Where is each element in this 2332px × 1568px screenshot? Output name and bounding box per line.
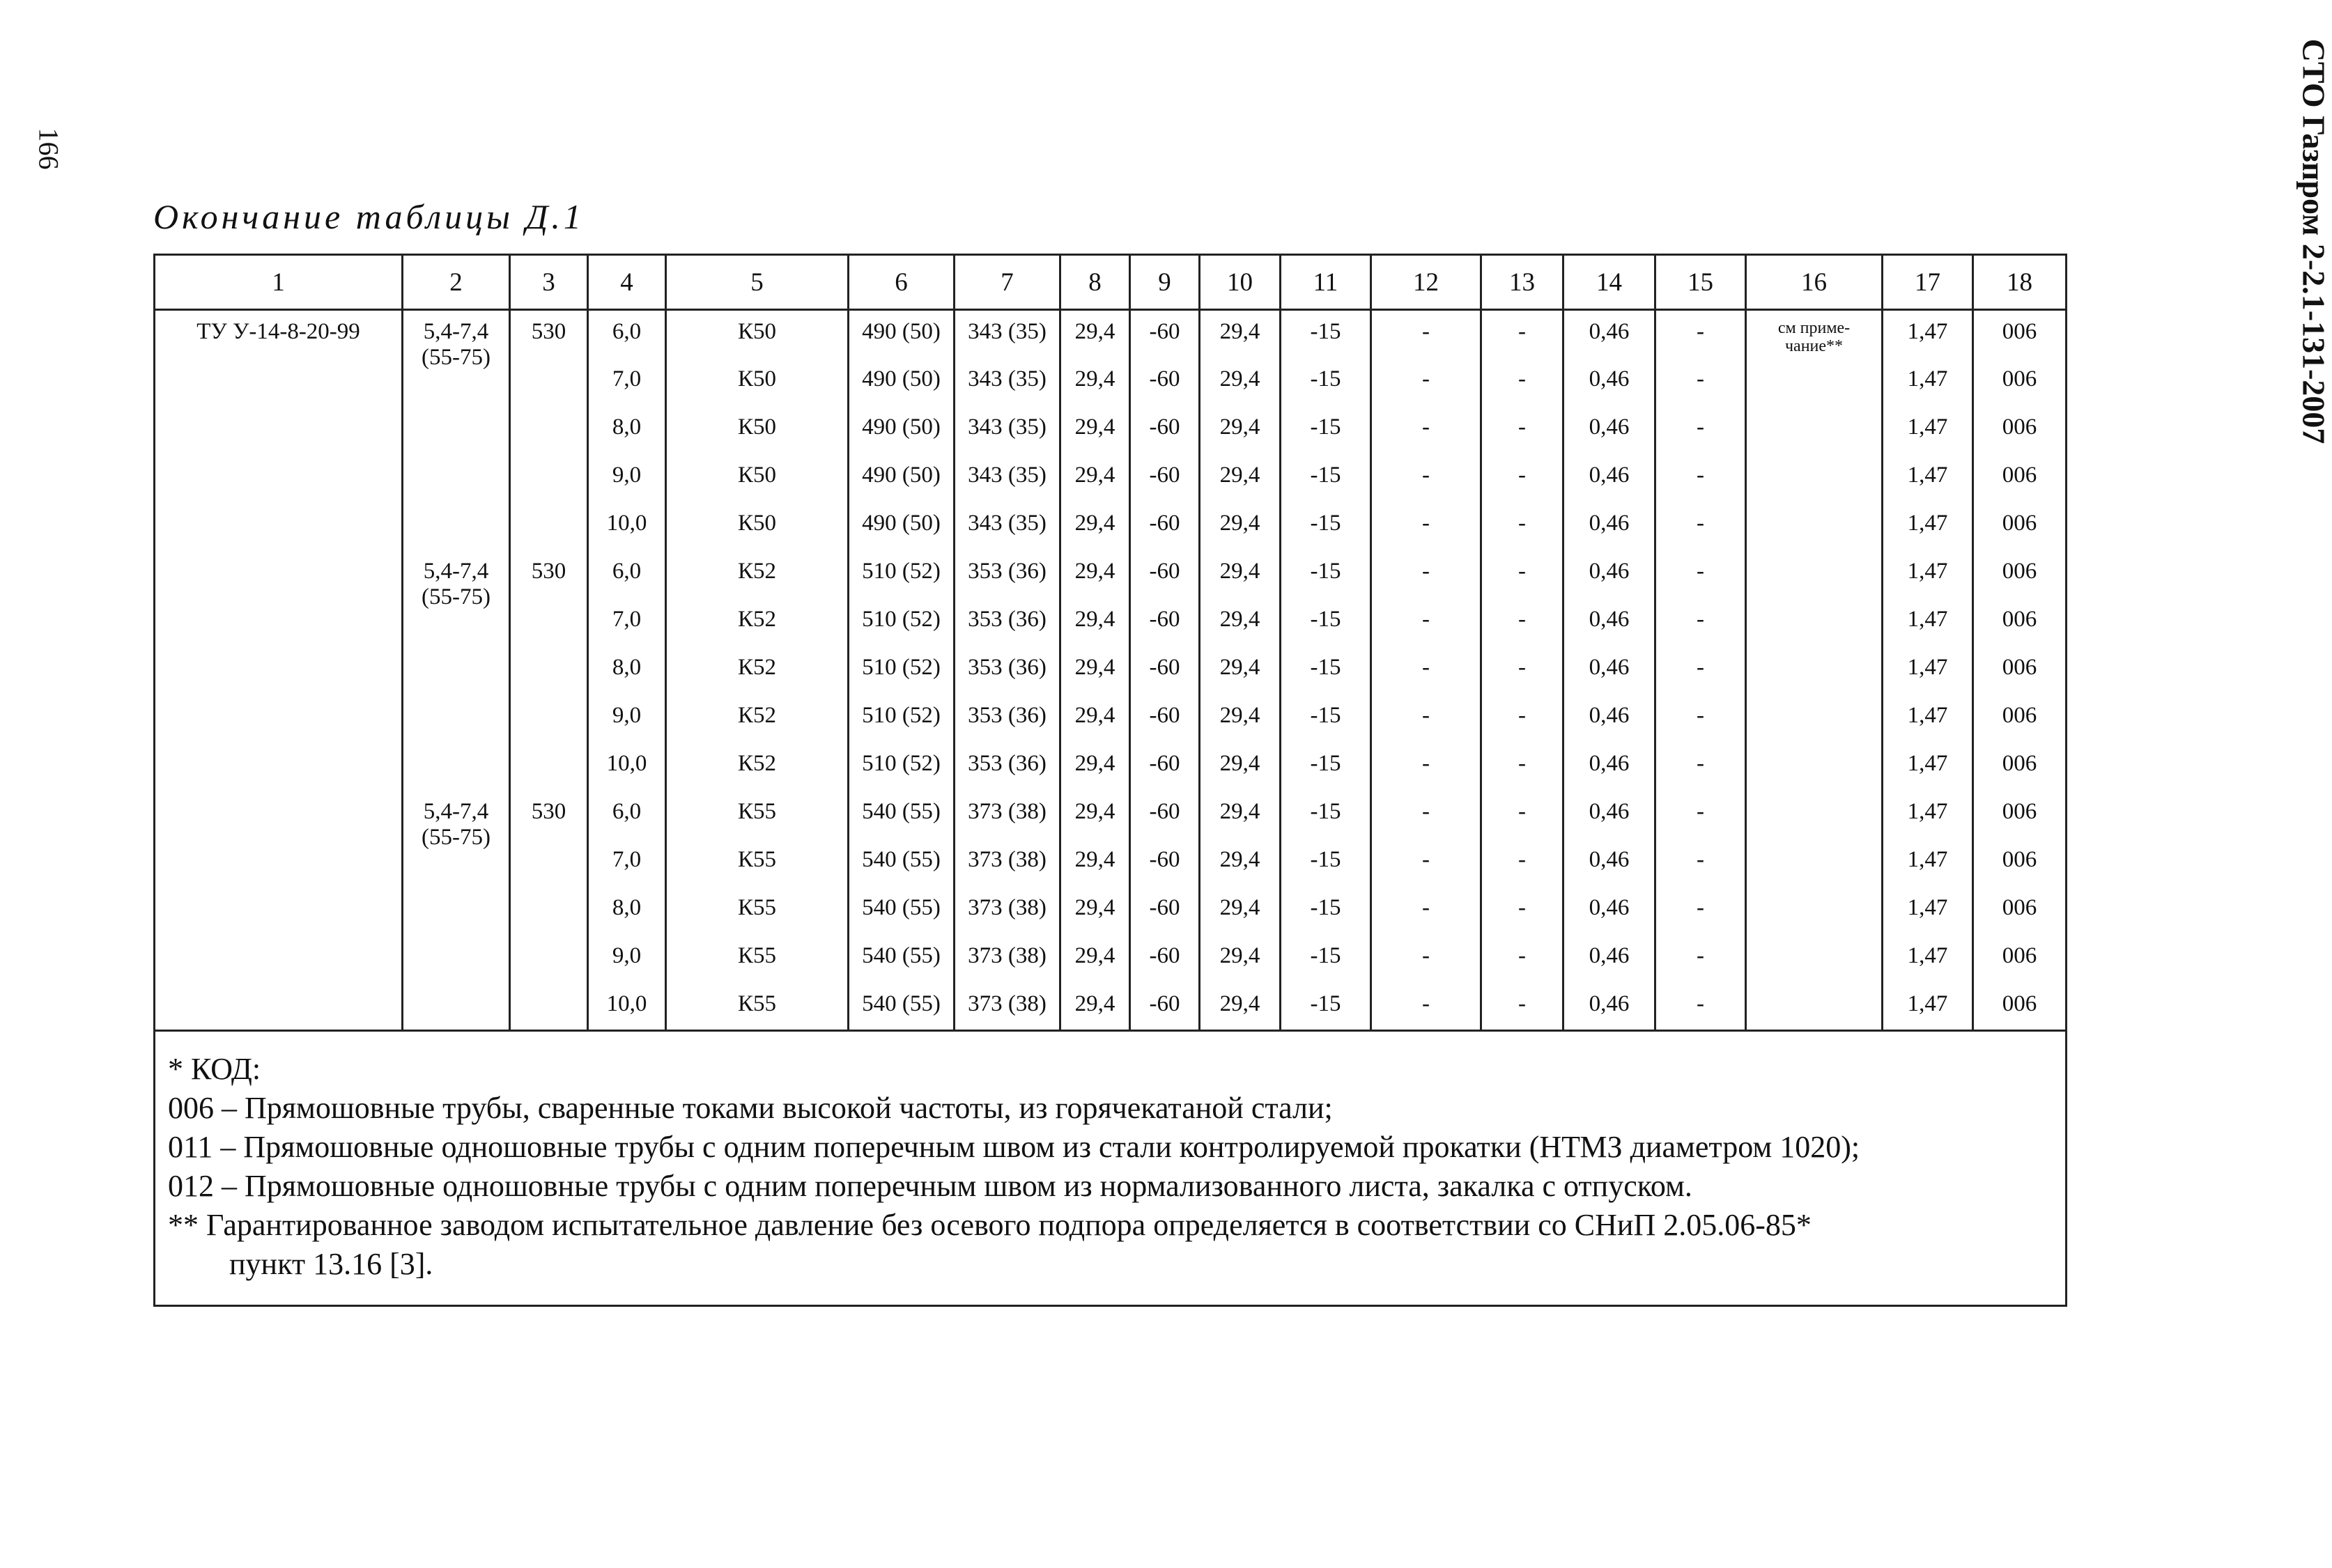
- cell-c12: -: [1371, 454, 1481, 502]
- note-ref-line: чание**: [1784, 337, 1844, 355]
- cell-c12: -: [1371, 839, 1481, 887]
- cell-c10: 29,4: [1200, 743, 1281, 791]
- column-header-9: 9: [1130, 255, 1200, 310]
- cell-c11: -15: [1281, 983, 1371, 1031]
- cell-c8: 29,4: [1060, 358, 1130, 406]
- note-code-012: 012 – Прямошовные одношовные трубы с одним поперечным швом из нормализованного листа, закалка с отпуском.: [168, 1169, 1692, 1203]
- cell-c15: -: [1655, 839, 1746, 887]
- cell-c8: 29,4: [1060, 550, 1130, 598]
- cell-c18: 006: [1973, 743, 2067, 791]
- data-table: [153, 254, 2067, 1307]
- cell-c7: 343 (35): [955, 358, 1060, 406]
- cell-c7: 343 (35): [955, 406, 1060, 454]
- cell-c4: 9,0: [588, 694, 666, 743]
- cell-c6: 490 (50): [849, 310, 955, 358]
- cell-c5: К52: [666, 598, 849, 646]
- cell-c8: 29,4: [1060, 406, 1130, 454]
- cell-c11: -15: [1281, 887, 1371, 935]
- cell-c13: -: [1481, 791, 1563, 839]
- cell-c4: 9,0: [588, 454, 666, 502]
- cell-c8: 29,4: [1060, 502, 1130, 550]
- cell-c15: -: [1655, 791, 1746, 839]
- notes-row: [155, 1031, 2067, 1306]
- cell-c12: -: [1371, 502, 1481, 550]
- note-ref-cell: [1746, 310, 1883, 1031]
- cell-c6: 540 (55): [849, 887, 955, 935]
- column-header-18: 18: [1973, 255, 2067, 310]
- cell-c6: 490 (50): [849, 406, 955, 454]
- cell-c18: 006: [1973, 935, 2067, 983]
- cell-c13: -: [1481, 646, 1563, 694]
- cell-c8: 29,4: [1060, 598, 1130, 646]
- note-pressure-ref: пункт 13.16 [3].: [229, 1247, 433, 1281]
- cell-c11: -15: [1281, 310, 1371, 358]
- cell-c4: 8,0: [588, 646, 666, 694]
- cell-c13: -: [1481, 358, 1563, 406]
- cell-c15: -: [1655, 406, 1746, 454]
- column-header-7: 7: [955, 255, 1060, 310]
- document-code: СТО Газпром 2-2.1-131-2007: [2296, 38, 2332, 444]
- cell-c7: 353 (36): [955, 646, 1060, 694]
- cell-c8: 29,4: [1060, 310, 1130, 358]
- diameter-cell: 530: [510, 310, 588, 550]
- column-header-15: 15: [1655, 255, 1746, 310]
- cell-c8: 29,4: [1060, 935, 1130, 983]
- cell-c11: -15: [1281, 791, 1371, 839]
- cell-c15: -: [1655, 598, 1746, 646]
- column-header-5: 5: [666, 255, 849, 310]
- cell-c15: -: [1655, 694, 1746, 743]
- cell-c8: 29,4: [1060, 839, 1130, 887]
- strength-range-kgf: (55-75): [422, 824, 491, 850]
- cell-c4: 8,0: [588, 887, 666, 935]
- cell-c12: -: [1371, 598, 1481, 646]
- cell-c13: -: [1481, 743, 1563, 791]
- cell-c5: К52: [666, 550, 849, 598]
- strength-range: 5,4-7,4: [423, 558, 489, 584]
- cell-c10: 29,4: [1200, 454, 1281, 502]
- cell-c13: -: [1481, 502, 1563, 550]
- cell-c15: -: [1655, 502, 1746, 550]
- column-header-6: 6: [849, 255, 955, 310]
- cell-c12: -: [1371, 646, 1481, 694]
- strength-range: 5,4-7,4: [423, 319, 489, 344]
- cell-c5: К52: [666, 646, 849, 694]
- cell-c7: 353 (36): [955, 598, 1060, 646]
- cell-c6: 490 (50): [849, 454, 955, 502]
- cell-c14: 0,46: [1563, 839, 1655, 887]
- cell-c5: К52: [666, 743, 849, 791]
- cell-c14: 0,46: [1563, 983, 1655, 1031]
- cell-c11: -15: [1281, 598, 1371, 646]
- cell-c14: 0,46: [1563, 358, 1655, 406]
- cell-c11: -15: [1281, 646, 1371, 694]
- column-header-1: 1: [155, 255, 403, 310]
- cell-c14: 0,46: [1563, 743, 1655, 791]
- cell-c7: 353 (36): [955, 694, 1060, 743]
- cell-c7: 343 (35): [955, 310, 1060, 358]
- header-row: [155, 255, 2067, 310]
- cell-c9: -60: [1130, 839, 1200, 887]
- column-header-12: 12: [1371, 255, 1481, 310]
- column-header-2: 2: [403, 255, 510, 310]
- cell-c17: 1,47: [1883, 935, 1973, 983]
- cell-c11: -15: [1281, 935, 1371, 983]
- cell-c6: 510 (52): [849, 598, 955, 646]
- cell-c10: 29,4: [1200, 983, 1281, 1031]
- page-number: 166: [33, 127, 65, 170]
- cell-c5: К50: [666, 358, 849, 406]
- cell-c15: -: [1655, 743, 1746, 791]
- cell-c5: К55: [666, 839, 849, 887]
- column-header-11: 11: [1281, 255, 1371, 310]
- cell-c10: 29,4: [1200, 694, 1281, 743]
- cell-c9: -60: [1130, 887, 1200, 935]
- cell-c15: -: [1655, 310, 1746, 358]
- cell-c6: 490 (50): [849, 358, 955, 406]
- cell-c15: -: [1655, 646, 1746, 694]
- cell-c9: -60: [1130, 694, 1200, 743]
- cell-c8: 29,4: [1060, 983, 1130, 1031]
- diameter-cell: 530: [510, 550, 588, 791]
- cell-c17: 1,47: [1883, 454, 1973, 502]
- cell-c7: 343 (35): [955, 454, 1060, 502]
- cell-c13: -: [1481, 839, 1563, 887]
- cell-c14: 0,46: [1563, 502, 1655, 550]
- cell-c15: -: [1655, 550, 1746, 598]
- cell-c12: -: [1371, 310, 1481, 358]
- cell-c6: 510 (52): [849, 694, 955, 743]
- strength-range-cell: [403, 310, 510, 550]
- cell-c10: 29,4: [1200, 935, 1281, 983]
- cell-c11: -15: [1281, 694, 1371, 743]
- cell-c18: 006: [1973, 358, 2067, 406]
- cell-c12: -: [1371, 550, 1481, 598]
- cell-c7: 373 (38): [955, 887, 1060, 935]
- cell-c12: -: [1371, 935, 1481, 983]
- cell-c9: -60: [1130, 598, 1200, 646]
- cell-c14: 0,46: [1563, 646, 1655, 694]
- cell-c9: -60: [1130, 791, 1200, 839]
- note-code-011: 011 – Прямошовные одношовные трубы с одним поперечным швом из стали контролируемой прокатки (НТМЗ диаметром 1020);: [168, 1130, 1860, 1164]
- cell-c4: 10,0: [588, 502, 666, 550]
- cell-c18: 006: [1973, 694, 2067, 743]
- cell-c7: 353 (36): [955, 550, 1060, 598]
- cell-c4: 6,0: [588, 550, 666, 598]
- cell-c5: К55: [666, 935, 849, 983]
- cell-c10: 29,4: [1200, 358, 1281, 406]
- cell-c11: -15: [1281, 454, 1371, 502]
- strength-range-cell: [403, 791, 510, 1031]
- cell-c15: -: [1655, 983, 1746, 1031]
- cell-c7: 373 (38): [955, 983, 1060, 1031]
- cell-c18: 006: [1973, 406, 2067, 454]
- cell-c15: -: [1655, 454, 1746, 502]
- cell-c17: 1,47: [1883, 310, 1973, 358]
- cell-c18: 006: [1973, 310, 2067, 358]
- cell-c15: -: [1655, 935, 1746, 983]
- cell-c17: 1,47: [1883, 358, 1973, 406]
- cell-c4: 7,0: [588, 358, 666, 406]
- cell-c11: -15: [1281, 743, 1371, 791]
- spec-cell: ТУ У-14-8-20-99: [155, 310, 403, 1031]
- column-header-10: 10: [1200, 255, 1281, 310]
- cell-c18: 006: [1973, 646, 2067, 694]
- cell-c8: 29,4: [1060, 743, 1130, 791]
- cell-c5: К50: [666, 454, 849, 502]
- cell-c15: -: [1655, 358, 1746, 406]
- cell-c9: -60: [1130, 358, 1200, 406]
- cell-c13: -: [1481, 310, 1563, 358]
- cell-c9: -60: [1130, 983, 1200, 1031]
- cell-c14: 0,46: [1563, 791, 1655, 839]
- cell-c6: 510 (52): [849, 550, 955, 598]
- cell-c14: 0,46: [1563, 550, 1655, 598]
- cell-c17: 1,47: [1883, 646, 1973, 694]
- cell-c14: 0,46: [1563, 454, 1655, 502]
- notes-title: * КОД:: [168, 1052, 261, 1086]
- cell-c13: -: [1481, 983, 1563, 1031]
- cell-c13: -: [1481, 454, 1563, 502]
- cell-c17: 1,47: [1883, 791, 1973, 839]
- cell-c7: 343 (35): [955, 502, 1060, 550]
- cell-c5: К50: [666, 502, 849, 550]
- column-header-3: 3: [510, 255, 588, 310]
- column-header-13: 13: [1481, 255, 1563, 310]
- column-header-17: 17: [1883, 255, 1973, 310]
- cell-c17: 1,47: [1883, 887, 1973, 935]
- strength-range-cell: [403, 550, 510, 791]
- cell-c12: -: [1371, 983, 1481, 1031]
- diameter-cell: 530: [510, 791, 588, 1031]
- cell-c10: 29,4: [1200, 791, 1281, 839]
- column-header-16: 16: [1746, 255, 1883, 310]
- cell-c13: -: [1481, 406, 1563, 454]
- cell-c4: 10,0: [588, 983, 666, 1031]
- note-ref-line: см приме-: [1777, 319, 1851, 337]
- column-header-4: 4: [588, 255, 666, 310]
- cell-c6: 540 (55): [849, 935, 955, 983]
- cell-c7: 373 (38): [955, 839, 1060, 887]
- column-header-8: 8: [1060, 255, 1130, 310]
- cell-c5: К50: [666, 406, 849, 454]
- cell-c8: 29,4: [1060, 887, 1130, 935]
- cell-c15: -: [1655, 887, 1746, 935]
- cell-c12: -: [1371, 694, 1481, 743]
- cell-c13: -: [1481, 935, 1563, 983]
- cell-c11: -15: [1281, 358, 1371, 406]
- strength-range: 5,4-7,4: [423, 798, 489, 824]
- cell-c18: 006: [1973, 598, 2067, 646]
- cell-c9: -60: [1130, 743, 1200, 791]
- cell-c6: 540 (55): [849, 983, 955, 1031]
- cell-c10: 29,4: [1200, 598, 1281, 646]
- cell-c5: К55: [666, 887, 849, 935]
- cell-c4: 8,0: [588, 406, 666, 454]
- cell-c4: 7,0: [588, 598, 666, 646]
- cell-c6: 490 (50): [849, 502, 955, 550]
- cell-c4: 6,0: [588, 310, 666, 358]
- cell-c9: -60: [1130, 502, 1200, 550]
- cell-c10: 29,4: [1200, 646, 1281, 694]
- cell-c14: 0,46: [1563, 887, 1655, 935]
- table-caption: Окончание таблицы Д.1: [153, 197, 585, 236]
- cell-c6: 510 (52): [849, 646, 955, 694]
- cell-c5: К52: [666, 694, 849, 743]
- cell-c17: 1,47: [1883, 550, 1973, 598]
- cell-c11: -15: [1281, 839, 1371, 887]
- cell-c11: -15: [1281, 502, 1371, 550]
- notes-cell: [155, 1031, 2067, 1306]
- strength-range-kgf: (55-75): [422, 345, 491, 370]
- cell-c12: -: [1371, 358, 1481, 406]
- cell-c7: 353 (36): [955, 743, 1060, 791]
- cell-c18: 006: [1973, 454, 2067, 502]
- cell-c12: -: [1371, 791, 1481, 839]
- cell-c8: 29,4: [1060, 454, 1130, 502]
- cell-c10: 29,4: [1200, 887, 1281, 935]
- cell-c12: -: [1371, 406, 1481, 454]
- cell-c7: 373 (38): [955, 791, 1060, 839]
- cell-c9: -60: [1130, 935, 1200, 983]
- cell-c14: 0,46: [1563, 694, 1655, 743]
- cell-c10: 29,4: [1200, 839, 1281, 887]
- cell-c18: 006: [1973, 983, 2067, 1031]
- cell-c17: 1,47: [1883, 406, 1973, 454]
- cell-c11: -15: [1281, 406, 1371, 454]
- cell-c4: 7,0: [588, 839, 666, 887]
- cell-c12: -: [1371, 887, 1481, 935]
- cell-c6: 510 (52): [849, 743, 955, 791]
- cell-c10: 29,4: [1200, 502, 1281, 550]
- cell-c10: 29,4: [1200, 406, 1281, 454]
- cell-c17: 1,47: [1883, 983, 1973, 1031]
- cell-c13: -: [1481, 598, 1563, 646]
- cell-c10: 29,4: [1200, 310, 1281, 358]
- cell-c17: 1,47: [1883, 502, 1973, 550]
- note-code-006: 006 – Прямошовные трубы, сваренные токами высокой частоты, из горячекатаной стали;: [168, 1091, 1333, 1125]
- cell-c18: 006: [1973, 839, 2067, 887]
- cell-c14: 0,46: [1563, 935, 1655, 983]
- cell-c9: -60: [1130, 406, 1200, 454]
- column-header-14: 14: [1563, 255, 1655, 310]
- cell-c4: 9,0: [588, 935, 666, 983]
- cell-c7: 373 (38): [955, 935, 1060, 983]
- cell-c14: 0,46: [1563, 310, 1655, 358]
- note-pressure: ** Гарантированное заводом испытательное давление без осевого подпора определяется в соответствии со СНиП 2.05.06-85*: [168, 1208, 1812, 1242]
- cell-c13: -: [1481, 887, 1563, 935]
- cell-c11: -15: [1281, 550, 1371, 598]
- cell-c17: 1,47: [1883, 839, 1973, 887]
- cell-c9: -60: [1130, 310, 1200, 358]
- cell-c8: 29,4: [1060, 646, 1130, 694]
- cell-c4: 10,0: [588, 743, 666, 791]
- cell-c12: -: [1371, 743, 1481, 791]
- cell-c4: 6,0: [588, 791, 666, 839]
- cell-c13: -: [1481, 694, 1563, 743]
- cell-c5: К50: [666, 310, 849, 358]
- cell-c5: К55: [666, 791, 849, 839]
- cell-c9: -60: [1130, 550, 1200, 598]
- cell-c17: 1,47: [1883, 694, 1973, 743]
- strength-range-kgf: (55-75): [422, 584, 491, 610]
- table-row: [155, 310, 2067, 358]
- cell-c18: 006: [1973, 550, 2067, 598]
- cell-c10: 29,4: [1200, 550, 1281, 598]
- cell-c18: 006: [1973, 502, 2067, 550]
- cell-c17: 1,47: [1883, 743, 1973, 791]
- cell-c5: К55: [666, 983, 849, 1031]
- cell-c9: -60: [1130, 646, 1200, 694]
- cell-c6: 540 (55): [849, 791, 955, 839]
- cell-c6: 540 (55): [849, 839, 955, 887]
- cell-c17: 1,47: [1883, 598, 1973, 646]
- cell-c9: -60: [1130, 454, 1200, 502]
- cell-c18: 006: [1973, 791, 2067, 839]
- cell-c18: 006: [1973, 887, 2067, 935]
- cell-c14: 0,46: [1563, 406, 1655, 454]
- cell-c14: 0,46: [1563, 598, 1655, 646]
- cell-c8: 29,4: [1060, 791, 1130, 839]
- cell-c8: 29,4: [1060, 694, 1130, 743]
- cell-c13: -: [1481, 550, 1563, 598]
